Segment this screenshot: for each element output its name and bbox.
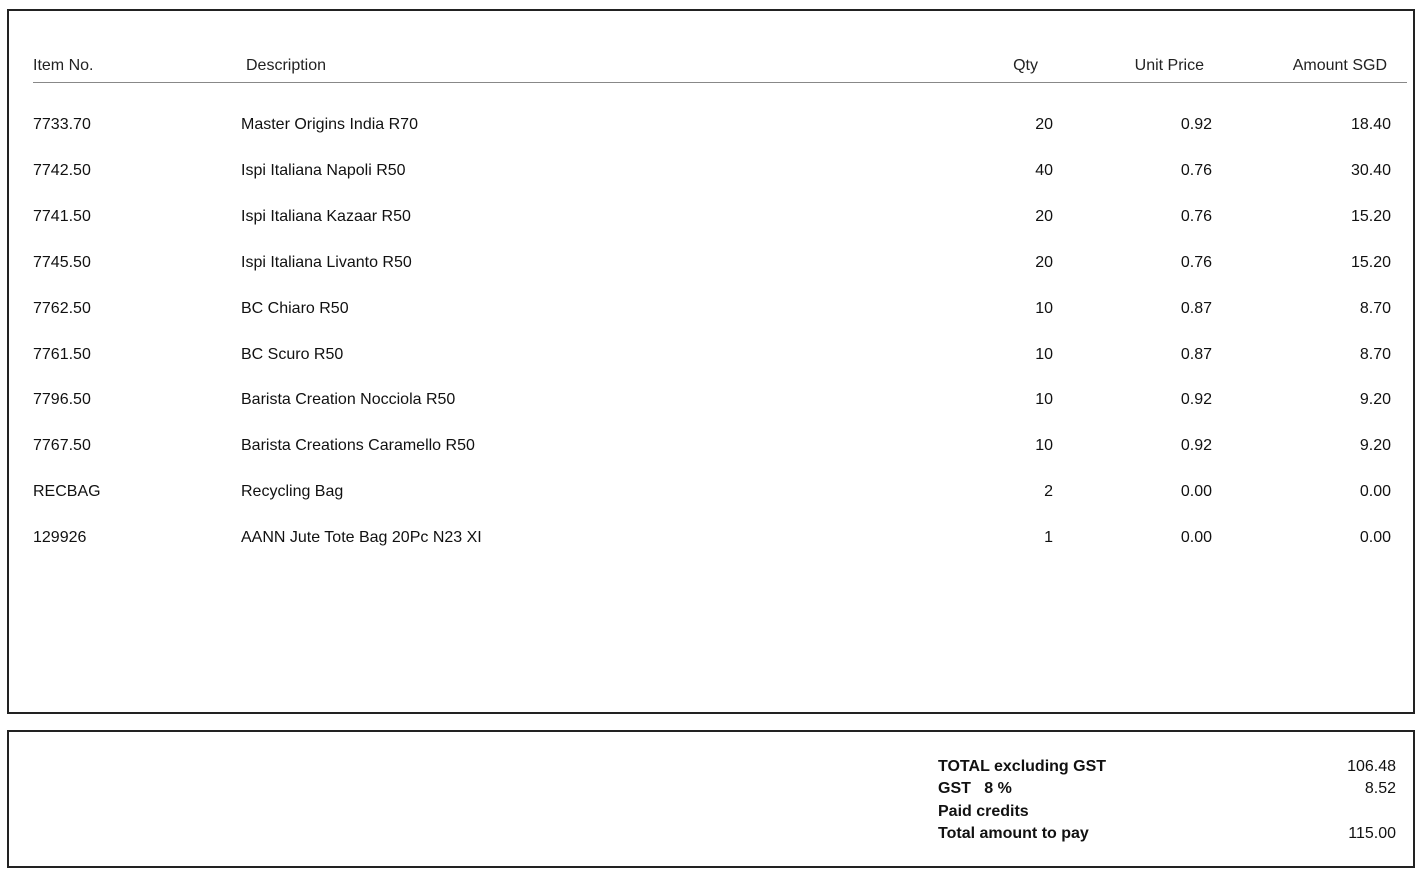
row-description: Barista Creation Nocciola R50 (241, 391, 456, 408)
header-description: Description (246, 57, 327, 74)
row-item-no: 7733.70 (33, 116, 91, 133)
table-row (9, 162, 1417, 186)
total-to-pay-value: 115.00 (1348, 825, 1396, 842)
row-item-no: 7742.50 (33, 162, 91, 179)
table-row (9, 300, 1417, 324)
header-qty: Qty (1013, 57, 1038, 74)
header-unit-price: Unit Price (1134, 57, 1204, 74)
row-description: Recycling Bag (241, 483, 344, 500)
row-item-no: 129926 (33, 529, 87, 546)
row-amount: 8.70 (1359, 300, 1391, 317)
total-excl-gst-label: TOTAL excluding GST (938, 758, 1107, 775)
row-amount: 15.20 (1350, 208, 1391, 225)
table-row (9, 254, 1417, 278)
row-item-no: 7762.50 (33, 300, 91, 317)
row-unit-price: 0.87 (1180, 300, 1212, 317)
row-unit-price: 0.76 (1180, 162, 1212, 179)
row-qty: 20 (1035, 208, 1053, 225)
paid-credits-label: Paid credits (938, 803, 1029, 820)
row-amount: 9.20 (1359, 391, 1391, 408)
row-amount: 30.40 (1350, 162, 1391, 179)
row-qty: 40 (1035, 162, 1053, 179)
row-description: Barista Creations Caramello R50 (241, 437, 475, 454)
table-row (9, 116, 1417, 140)
row-item-no: 7796.50 (33, 391, 91, 408)
row-unit-price: 0.92 (1180, 391, 1212, 408)
row-qty: 10 (1035, 437, 1053, 454)
table-row (9, 529, 1417, 553)
header-amount: Amount SGD (1292, 57, 1387, 74)
row-amount: 8.70 (1359, 346, 1391, 363)
row-qty: 20 (1035, 116, 1053, 133)
table-row (9, 208, 1417, 232)
row-description: Ispi Italiana Livanto R50 (241, 254, 412, 271)
row-unit-price: 0.92 (1180, 116, 1212, 133)
table-row (9, 346, 1417, 370)
row-amount: 0.00 (1359, 529, 1391, 546)
row-item-no: 7745.50 (33, 254, 91, 271)
row-amount: 18.40 (1350, 116, 1391, 133)
row-description: AANN Jute Tote Bag 20Pc N23 XI (241, 529, 482, 546)
row-unit-price: 0.92 (1180, 437, 1212, 454)
row-unit-price: 0.00 (1180, 529, 1212, 546)
row-unit-price: 0.76 (1180, 208, 1212, 225)
row-unit-price: 0.87 (1180, 346, 1212, 363)
header-item-no: Item No. (33, 57, 94, 74)
header-divider (33, 82, 1407, 83)
row-unit-price: 0.76 (1180, 254, 1212, 271)
row-item-no: 7761.50 (33, 346, 91, 363)
row-description: Ispi Italiana Kazaar R50 (241, 208, 411, 225)
table-row (9, 391, 1417, 415)
row-qty: 1 (1044, 529, 1053, 546)
row-qty: 10 (1035, 391, 1053, 408)
row-description: BC Chiaro R50 (241, 300, 349, 317)
total-to-pay-label: Total amount to pay (938, 825, 1089, 842)
row-amount: 0.00 (1359, 483, 1391, 500)
row-qty: 10 (1035, 346, 1053, 363)
row-description: BC Scuro R50 (241, 346, 344, 363)
table-row (9, 437, 1417, 461)
row-description: Ispi Italiana Napoli R50 (241, 162, 406, 179)
total-excl-gst-value: 106.48 (1347, 758, 1396, 775)
line-items-panel (7, 9, 1415, 714)
row-unit-price: 0.00 (1180, 483, 1212, 500)
row-description: Master Origins India R70 (241, 116, 418, 133)
row-item-no: 7767.50 (33, 437, 91, 454)
table-row (9, 483, 1417, 507)
gst-value: 8.52 (1364, 780, 1396, 797)
gst-label: GST 8 % (938, 780, 1012, 797)
row-qty: 2 (1044, 483, 1053, 500)
row-amount: 15.20 (1350, 254, 1391, 271)
row-amount: 9.20 (1359, 437, 1391, 454)
row-qty: 20 (1035, 254, 1053, 271)
row-item-no: 7741.50 (33, 208, 91, 225)
row-item-no: RECBAG (33, 483, 101, 500)
totals-panel (7, 730, 1415, 868)
row-qty: 10 (1035, 300, 1053, 317)
